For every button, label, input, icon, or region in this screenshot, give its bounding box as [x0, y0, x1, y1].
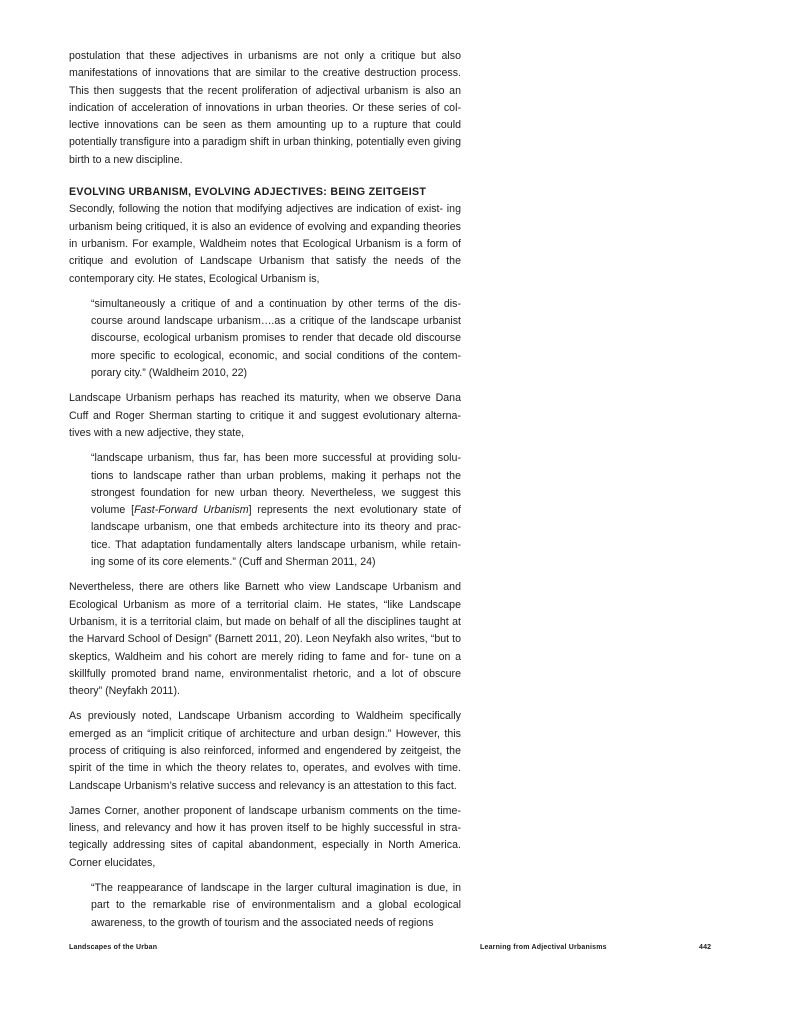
- text-column: [69, 48, 461, 940]
- paragraph-maturity: Landscape Urbanism perhaps has reached its maturity, when we observe Dana Cuff and Roger Sherman starting to critique it and suggest evolutionary alterna- tives with a new adjective, they state,: [69, 392, 461, 439]
- paragraph-secondly: Secondly, following the notion that modifying adjectives are indication of exist- ing urbanism being critiqued, it is also an evidence of evolving and expanding theories in urbanism. For example, Waldheim notes that Ecological Urbanism is a form of critique and evolution of Landscape Urbanism that satisfy the needs of the contemporary city. He states, Ecological Urbanism is,: [69, 203, 461, 285]
- quote-corner: “The reappearance of landscape in the larger cultural imagination is due, in part to the remarkable rise of environmentalism and a global ecological awareness, to the growth of tourism and the associated needs of regions: [91, 882, 461, 929]
- quote-waldheim: “simultaneously a critique of and a continuation by other terms of the dis- course around landscape urbanism….as a critique of the landscape urbanist discourse, ecological urbanism promises to render that decade old discourse more specific to ecological, economic, and social conditions of the contem- porary city.” (Waldheim 2010, 22): [91, 297, 461, 380]
- section-heading: EVOLVING URBANISM, EVOLVING ADJECTIVES: BEING ZEITGEIST: [69, 186, 427, 199]
- footer-book-title: Landscapes of the Urban: [69, 944, 158, 951]
- quote-cuff-sherman-part2: ] represents the next evolutionary state of landscape urbanism, one that embeds architecture into its theory and prac- tice. That adaptation fundamentally alters landscape urbanism, while retain- ing some of its core elements.” (Cuff and Sherman 2011, 24): [91, 504, 461, 569]
- book-title: Fast-Forward Urbanism: [134, 504, 249, 517]
- footer-chapter-title: Learning from Adjectival Urbanisms: [480, 944, 607, 951]
- quote-cuff-sherman: [91, 450, 461, 571]
- quote-cuff-sherman-part1: “landscape urbanism, thus far, has been more successful at providing solu- tions to landscape rather than urban problems, making it perhaps not the strongest foundation for new urban theory. Nevertheless, we suggest this volume [: [91, 452, 461, 517]
- paragraph-barnett: Nevertheless, there are others like Barnett who view Landscape Urbanism and Ecological Urbanism as more of a territorial claim. He states, “like Landscape Urbanism, it is a territorial claim, but made on behalf of all the disciplines taught at the Harvard School of Design” (Barnett 2011, 20). Leon Neyfakh also writes, “but to skeptics, Waldheim and his cohort are merely riding to fame and for- tune on a skillfully promoted brand name, environmentalist rhetoric, and a lot of obscure theory” (Neyfakh 2011).: [69, 581, 461, 698]
- paragraph-zeitgeist: As previously noted, Landscape Urbanism according to Waldheim specifically emerged as an “implicit critique of architecture and urban design.” However, this process of critiquing is also reinforced, informed and engendered by zeitgeist, the spirit of the time in which the theory relates to, operates, and evolves with time. Landscape Urbanism’s relative success and relevancy is an attestation to this fact.: [69, 710, 461, 792]
- paragraph-intro: postulation that these adjectives in urbanisms are not only a critique but also manifestations of innovations that are similar to the creative destruction process. This then suggests that the recent proliferation of adjectival urbanism is also an indication of acceleration of innovations in urban theories. Or these series of col- lective innovations can be seen as them amounting up to a rupture that could potentially transfigure into a paradigm shift in urban thinking, potentially even giving birth to a new discipline.: [69, 50, 461, 166]
- paragraph-corner: James Corner, another proponent of landscape urbanism comments on the time- liness, and relevancy and how it has proven itself to be highly successful in stra- tegically addressing sites of capital abandonment, especially in North America. Corner elucidates,: [69, 804, 461, 869]
- page-number: 442: [699, 944, 712, 951]
